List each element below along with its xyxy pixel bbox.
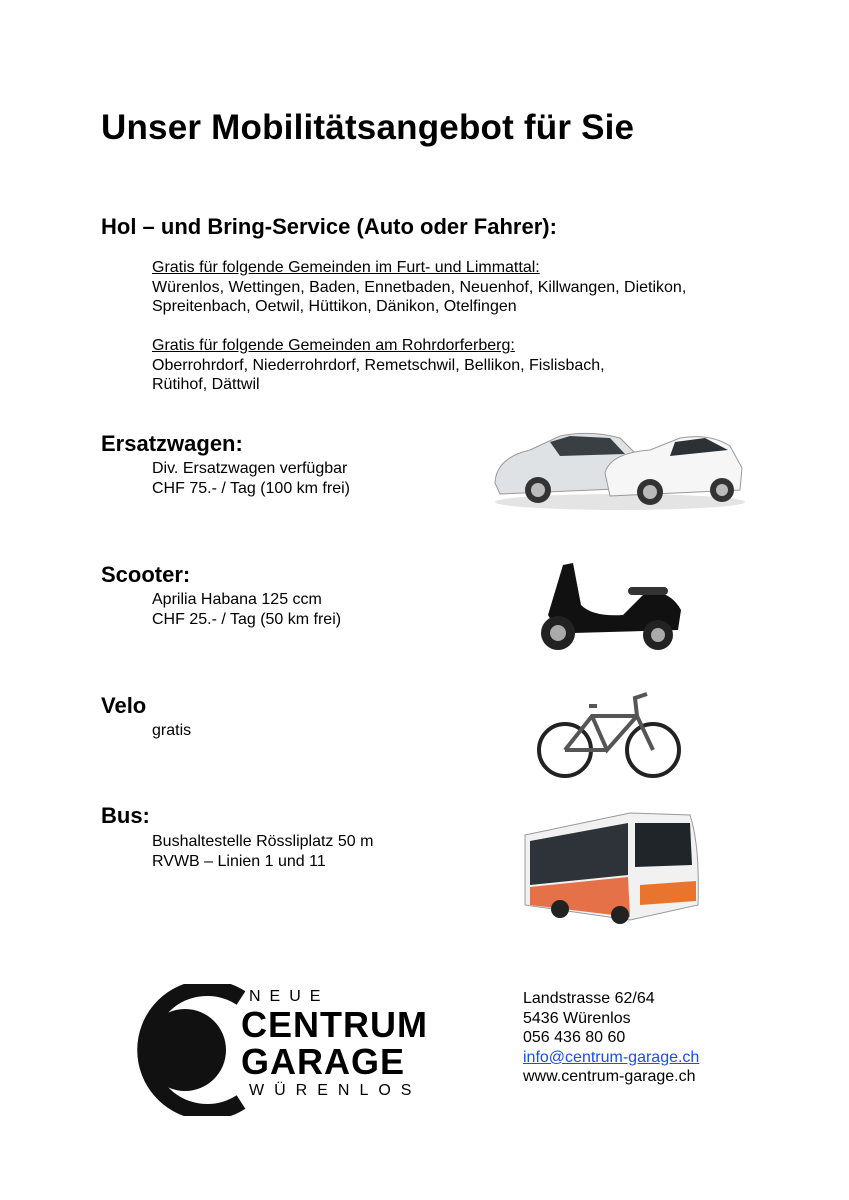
address-phone: 056 436 80 60 bbox=[523, 1029, 626, 1047]
velo-text bbox=[152, 721, 191, 741]
group2-line2: Rütihof, Dättwil bbox=[152, 376, 260, 393]
logo-wuerenlos: WÜRENLOS bbox=[249, 1082, 422, 1099]
ersatzwagen-line1: Div. Ersatzwagen verfügbar bbox=[152, 460, 348, 477]
velo-heading: Velo bbox=[101, 693, 147, 718]
bus-line2: RVWB – Linien 1 und 11 bbox=[152, 852, 326, 870]
scooter-text bbox=[152, 590, 341, 629]
group2-line1: Oberrohrdorf, Niederrohrdorf, Remetschwil, Bellikon, Fislisbach, bbox=[152, 356, 605, 374]
hol-service-heading: Hol – und Bring-Service (Auto oder Fahrer): bbox=[101, 214, 557, 239]
address-city: 5436 Würenlos bbox=[523, 1009, 631, 1027]
logo-c-mark bbox=[113, 984, 253, 1116]
hol-service-text bbox=[152, 258, 686, 395]
group1-label: Gratis für folgende Gemeinden im Furt- und Limmattal: bbox=[152, 259, 540, 276]
address-block bbox=[523, 989, 699, 1087]
bus-image bbox=[520, 805, 702, 925]
logo-centrum: CENTRUM bbox=[241, 1004, 428, 1045]
car-image bbox=[490, 428, 748, 512]
velo-line1: gratis bbox=[152, 722, 192, 739]
email-link[interactable]: info@centrum-garage.ch bbox=[523, 1048, 700, 1066]
group1-line2: Spreitenbach, Oetwil, Hüttikon, Dänikon, Otelfingen bbox=[152, 298, 517, 315]
bus-line1: Bushaltestelle Rössliplatz 50 m bbox=[152, 833, 374, 850]
ersatzwagen-text bbox=[152, 459, 350, 498]
group1-line1: Würenlos, Wettingen, Baden, Ennetbaden, Neuenhof, Killwangen, Dietikon, bbox=[152, 278, 687, 296]
ersatzwagen-heading: Ersatzwagen: bbox=[101, 431, 243, 456]
bus-heading: Bus: bbox=[101, 803, 150, 828]
scooter-image bbox=[533, 555, 685, 653]
page-title: Unser Mobilitätsangebot für Sie bbox=[101, 108, 635, 147]
company-logo bbox=[113, 984, 443, 1116]
bicycle-image bbox=[537, 688, 682, 780]
ersatzwagen-line2: CHF 75.- / Tag (100 km frei) bbox=[152, 479, 350, 497]
scooter-line1: Aprilia Habana 125 ccm bbox=[152, 591, 322, 608]
group2-label: Gratis für folgende Gemeinden am Rohrdorferberg: bbox=[152, 337, 515, 354]
logo-garage: GARAGE bbox=[241, 1041, 406, 1082]
address-street: Landstrasse 62/64 bbox=[523, 990, 655, 1007]
website-text: www.centrum-garage.ch bbox=[523, 1068, 696, 1086]
logo-neue: NEUE bbox=[249, 988, 330, 1005]
scooter-heading: Scooter: bbox=[101, 562, 191, 587]
scooter-line2: CHF 25.- / Tag (50 km frei) bbox=[152, 610, 342, 628]
bus-text bbox=[152, 832, 373, 871]
